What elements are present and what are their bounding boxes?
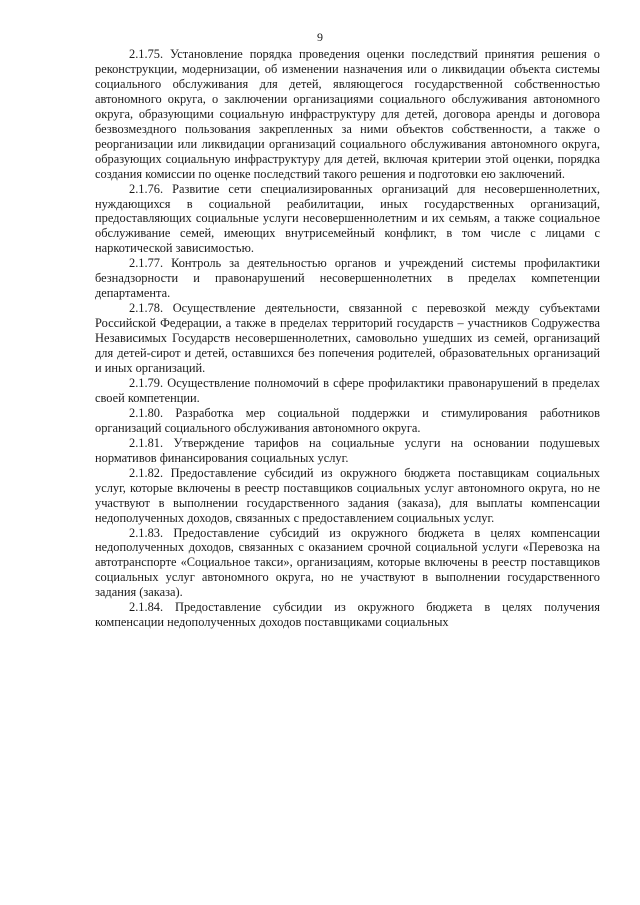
clause-number: 2.1.75. <box>129 47 164 61</box>
clause-text: Предоставление субсидий из окружного бюджета в целях компенсации недополученных доходов, связанных с оказанием срочной социальной услуги «Перевозка на автотранспорте «Социальное такси», организациям, которые включены в реестр поставщиков социальных услуг автономного округа, но не участвуют в выполнении государственного задания (заказа). <box>95 525 600 600</box>
clause-2-1-80 <box>95 406 600 436</box>
clause-2-1-78 <box>95 301 600 376</box>
clause-number: 2.1.79. <box>129 375 164 390</box>
clause-text: Осуществление деятельности, связанной с перевозкой между субъектами Российской Федерации, а также в пределах территорий государств – участников Содружества Независимых Государств несовершеннолетних, самовольно ушедших из семей, организаций для детей-сирот и детей, оставшихся без попечения родителей, образовательных организаций и иных организаций. <box>95 301 600 376</box>
clause-number: 2.1.82. <box>129 465 164 480</box>
clause-number: 2.1.77. <box>129 256 164 271</box>
clause-number: 2.1.80. <box>129 405 164 420</box>
clause-2-1-76 <box>95 182 600 257</box>
clause-2-1-81 <box>95 436 600 466</box>
clause-text: Предоставление субсидии из окружного бюджета в целях получения компенсации недополученных доходов поставщиками социальных <box>95 600 600 630</box>
clause-text: Осуществление полномочий в сфере профилактики правонарушений в пределах своей компетенции. <box>95 375 600 405</box>
clause-2-1-82 <box>95 466 600 526</box>
clause-2-1-79 <box>95 376 600 406</box>
clause-text: Утверждение тарифов на социальные услуги на основании подушевых нормативов финансирования социальных услуг. <box>95 435 600 465</box>
clause-2-1-83 <box>95 526 600 601</box>
clause-text: Предоставление субсидий из окружного бюджета поставщикам социальных услуг, которые включены в реестр поставщиков социальных услуг автономного округа, но не участвуют в выполнении государственного задания (заказа), для выплаты компенсации недополученных доходов, связанных с предоставлением социальных услуг. <box>95 465 600 525</box>
document-body <box>95 47 600 630</box>
clause-number: 2.1.84. <box>129 600 164 615</box>
clause-text: Контроль за деятельностью органов и учреждений системы профилактики безнадзорности и правонарушений несовершеннолетних в пределах компетенции департамента. <box>95 256 600 301</box>
clause-number: 2.1.78. <box>129 301 164 316</box>
clause-number: 2.1.83. <box>129 525 164 540</box>
clause-2-1-84 <box>95 600 600 630</box>
clause-2-1-77 <box>95 256 600 301</box>
page-number: 9 <box>317 30 323 44</box>
clause-number: 2.1.76. <box>129 181 164 196</box>
clause-text: Установление порядка проведения оценки последствий принятия решения о реконструкции, модернизации, об изменении назначения или о ликвидации объекта системы социального обслуживания для детей, являющегося государственной собственностью автономного округа, о заключении организациями социального обслуживания автономного округа, образующими социальную инфраструктуру для детей, договора аренды и договора безвозмездного пользования закрепленных за ними объектов собственности, а также о реорганизации или ликвидации организаций социального обслуживания автономного округа, образующих социальную инфраструктуру для детей, включая критерии этой оценки, порядка создания комиссии по оценке последствий такого решения и подготовки ею заключений. <box>95 47 600 181</box>
clause-2-1-75 <box>95 47 600 182</box>
clause-text: Разработка мер социальной поддержки и стимулирования работников организаций социального обслуживания автономного округа. <box>95 405 600 435</box>
clause-text: Развитие сети специализированных организаций для несовершеннолетних, нуждающихся в социальной реабилитации, иных государственных организаций, предоставляющих социальные услуги несовершеннолетним и их семьям, а также социальное обслуживание семей, имеющих внутрисемейный конфликт, в том числе с лицами с наркотической зависимостью. <box>95 181 600 256</box>
clause-number: 2.1.81. <box>129 435 164 450</box>
